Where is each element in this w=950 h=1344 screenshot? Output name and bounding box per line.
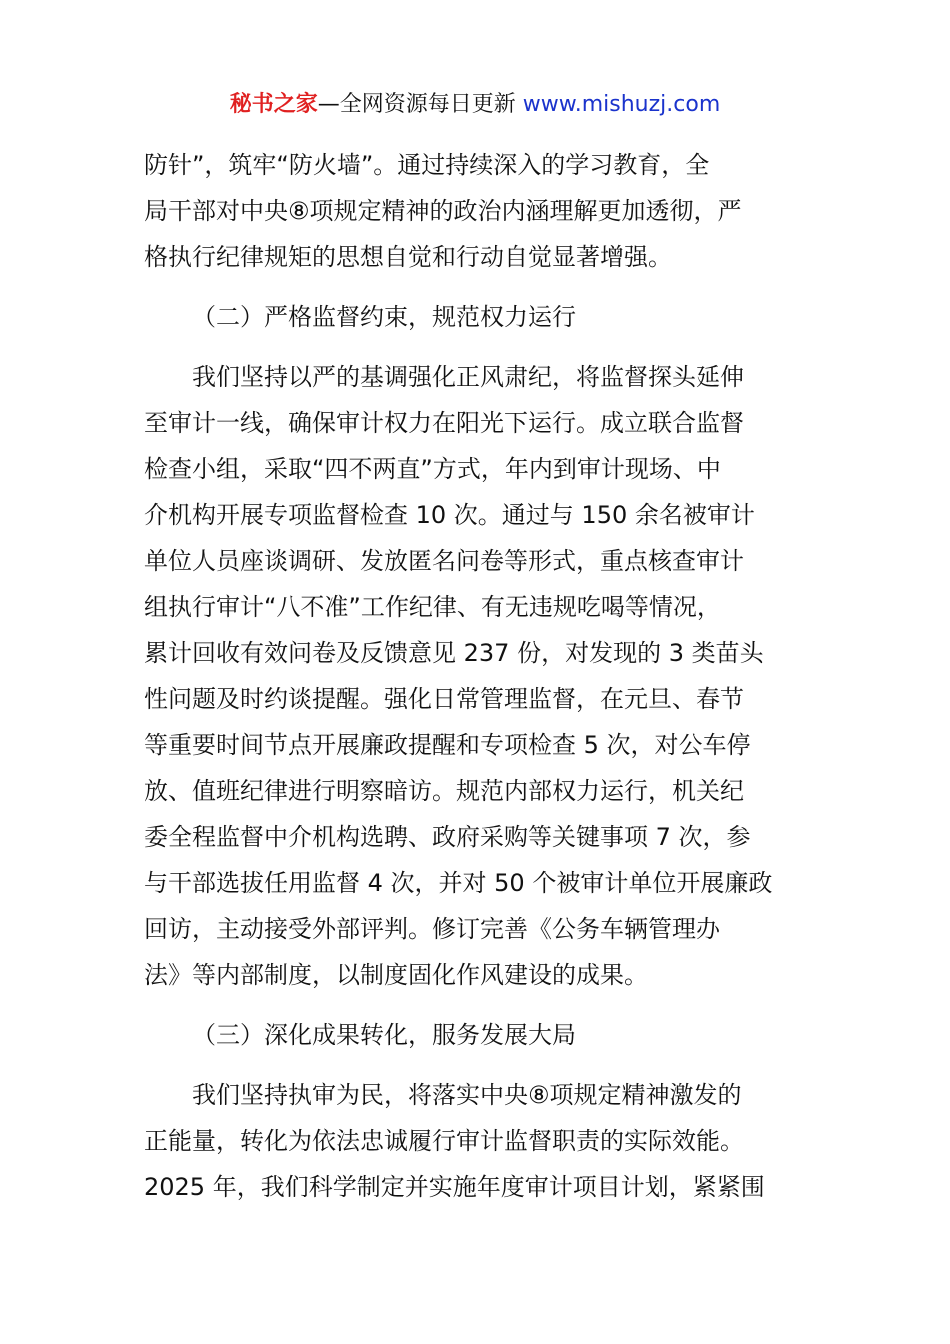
tagline: —全网资源每日更新 (317, 92, 523, 117)
text-line: 防针”，筑牢“防火墙”。通过持续深入的学习教育，全 (144, 151, 710, 179)
section-heading-2: （二）严格监督约束，规范权力运行 (192, 303, 576, 331)
text-line: 正能量，转化为依法忠诚履行审计监督职责的实际效能。 (144, 1127, 744, 1155)
text-line: 等重要时间节点开展廉政提醒和专项检查 5 次，对公车停 (144, 731, 751, 759)
brand-name: 秘书之家 (229, 92, 318, 117)
text-line: 检查小组，采取“四不两直”方式，年内到审计现场、中 (144, 455, 721, 483)
text-line: 局干部对中央⑧项规定精神的政治内涵理解更加透彻，严 (144, 197, 742, 225)
text-line: 单位人员座谈调研、发放匿名问卷等形式，重点核查审计 (144, 547, 744, 575)
text-line: 回访，主动接受外部评判。修订完善《公务车辆管理办 (144, 915, 720, 943)
text-line: 累计回收有效问卷及反馈意见 237 份，对发现的 3 类苗头 (144, 639, 764, 667)
text-line: 性问题及时约谈提醒。强化日常管理监督，在元旦、春节 (144, 685, 744, 713)
text-line: 我们坚持以严的基调强化正风肃纪，将监督探头延伸 (144, 363, 744, 391)
text-line: 至审计一线，确保审计权力在阳光下运行。成立联合监督 (144, 409, 744, 437)
paragraph-2 (144, 354, 810, 998)
document-body (144, 142, 810, 1210)
section-heading-3: （三）深化成果转化，服务发展大局 (192, 1021, 576, 1049)
text-line: 我们坚持执审为民，将落实中央⑧项规定精神激发的 (144, 1081, 742, 1109)
text-line: 委全程监督中介机构选聘、政府采购等关键事项 7 次，参 (144, 823, 751, 851)
text-line: 组执行审计“八不准”工作纪律、有无违规吃喝等情况， (144, 593, 721, 621)
text-line: 放、值班纪律进行明察暗访。规范内部权力运行，机关纪 (144, 777, 744, 805)
text-line: 介机构开展专项监督检查 10 次。通过与 150 余名被审计 (144, 501, 755, 529)
paragraph-3 (144, 1072, 810, 1210)
text-line: 格执行纪律规矩的思想自觉和行动自觉显著增强。 (144, 243, 672, 271)
paragraph-1 (144, 142, 810, 280)
watermark-header (0, 88, 950, 122)
site-url: www.mishuzj.com (522, 92, 721, 117)
text-line: 法》等内部制度，以制度固化作风建设的成果。 (144, 961, 648, 989)
text-line: 与干部选拔任用监督 4 次，并对 50 个被审计单位开展廉政 (144, 869, 773, 897)
text-line: 2025 年，我们科学制定并实施年度审计项目计划，紧紧围 (144, 1173, 765, 1201)
